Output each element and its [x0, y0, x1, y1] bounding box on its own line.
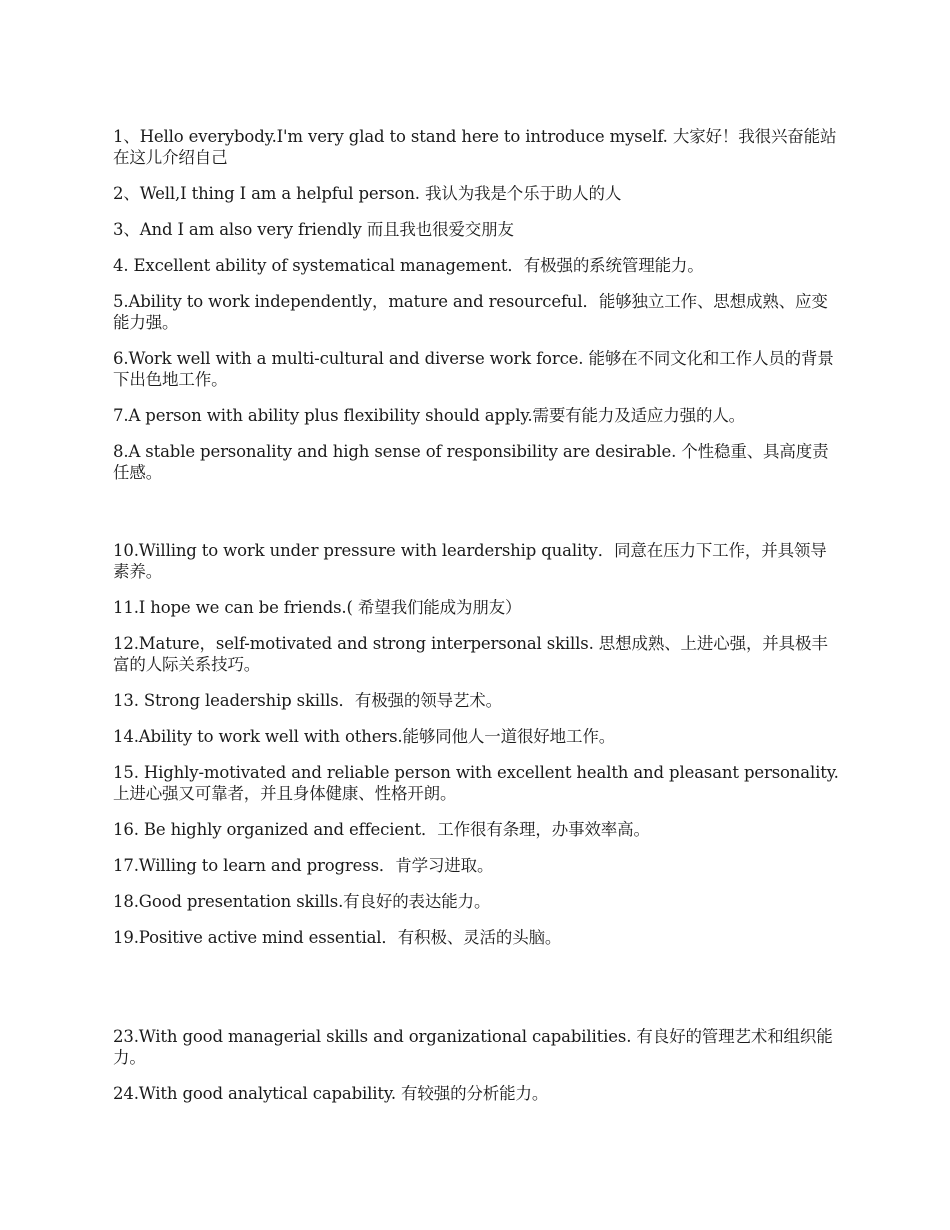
- paragraph-14: 14.Ability to work well with others.能够同他人一道很好地工作。: [113, 727, 616, 746]
- paragraph-16: 16. Be highly organized and effecient．工作很有条理，办事效率高。: [113, 820, 650, 839]
- paragraph-12: 12.Mature，self-motivated and strong interpersonal skills. 思想成熟、上进心强，并具极丰富的人际关系技巧。: [113, 634, 828, 674]
- paragraph-3: 3、And I am also very friendly 而且我也很爱交朋友: [113, 220, 514, 239]
- paragraph-1: 1、Hello everybody.I'm very glad to stand here to introduce myself. 大家好！我很兴奋能站在这儿介绍自己: [113, 127, 837, 167]
- paragraph-13: 13. Strong leadership skills．有极强的领导艺术。: [113, 691, 503, 710]
- paragraph-7: 7.A person with ability plus flexibility should apply.需要有能力及适应力强的人。: [113, 406, 746, 425]
- paragraph-17: 17.Willing to learn and progress．肯学习进取。: [113, 856, 494, 875]
- paragraph-2: 2、Well,I thing I am a helpful person. 我认为我是个乐于助人的人: [113, 184, 622, 203]
- paragraph-8: 8.A stable personality and high sense of responsibility are desirable. 个性稳重、具高度责任感。: [113, 442, 829, 482]
- document-body: [113, 126, 840, 1119]
- paragraph-5: 5.Ability to work independently，mature and resourceful．能够独立工作、思想成熟、应变能力强。: [113, 292, 828, 332]
- paragraph-15: 15. Highly-motivated and reliable person with excellent health and pleasant personality. 上进心强又可靠者，并且身体健康、性格开朗。: [113, 763, 839, 803]
- paragraph-6: 6.Work well with a multi-cultural and diverse work force. 能够在不同文化和工作人员的背景下出色地工作。: [113, 349, 834, 389]
- paragraph-11: 11.I hope we can be friends.( 希望我们能成为朋友）: [113, 598, 522, 617]
- paragraph-19: 19.Positive active mind essential．有积极、灵活的头脑。: [113, 928, 562, 947]
- paragraph-4: 4. Excellent ability of systematical management．有极强的系统管理能力。: [113, 256, 704, 275]
- paragraph-23: 23.With good managerial skills and organizational capabilities. 有良好的管理艺术和组织能力。: [113, 1027, 833, 1067]
- paragraph-24: 24.With good analytical capability. 有较强的分析能力。: [113, 1084, 549, 1103]
- paragraph-10: 10.Willing to work under pressure with leardership quality．同意在压力下工作，并具领导素养。: [113, 541, 827, 581]
- paragraph-18: 18.Good presentation skills.有良好的表达能力。: [113, 892, 491, 911]
